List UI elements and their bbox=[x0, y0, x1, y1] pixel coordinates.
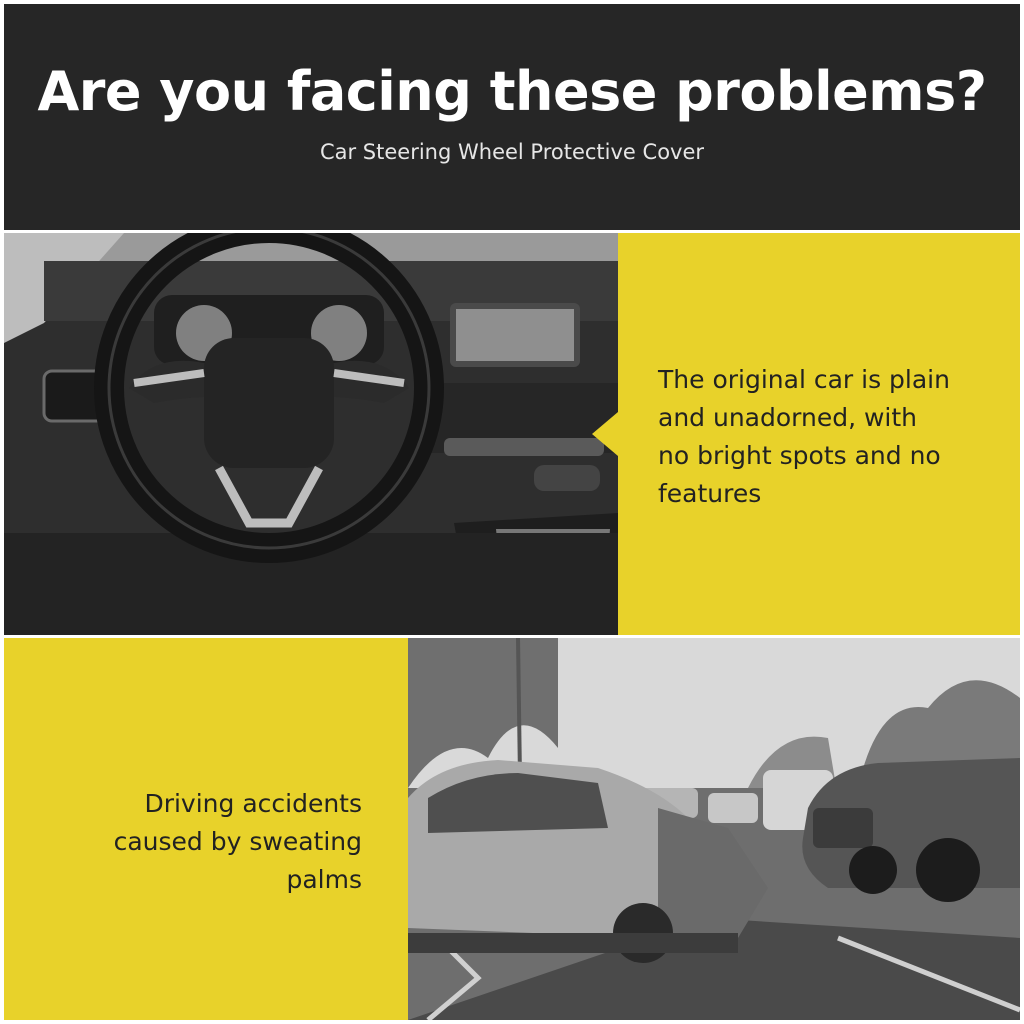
caption-pointer-top bbox=[592, 412, 618, 456]
caption-line: no bright spots and no bbox=[658, 441, 941, 470]
caption-plain-interior bbox=[658, 361, 950, 513]
caption-line: The original car is plain bbox=[658, 365, 950, 394]
caption-line: Driving accidents bbox=[144, 789, 362, 818]
caption-line: and unadorned, with bbox=[658, 403, 918, 432]
caption-line: features bbox=[658, 479, 762, 508]
caption-line: palms bbox=[286, 865, 362, 894]
caption-line: caused by sweating bbox=[113, 827, 362, 856]
header-banner bbox=[4, 4, 1020, 230]
car-accident-photo bbox=[408, 638, 1020, 1020]
page-subtitle: Car Steering Wheel Protective Cover bbox=[319, 140, 705, 164]
caption-panel-top bbox=[618, 233, 1020, 635]
page-title: Are you facing these problems? bbox=[37, 60, 987, 123]
caption-sweaty-palms-accident bbox=[114, 785, 362, 899]
car-interior-photo bbox=[4, 233, 618, 635]
caption-panel-bottom bbox=[4, 638, 408, 1020]
